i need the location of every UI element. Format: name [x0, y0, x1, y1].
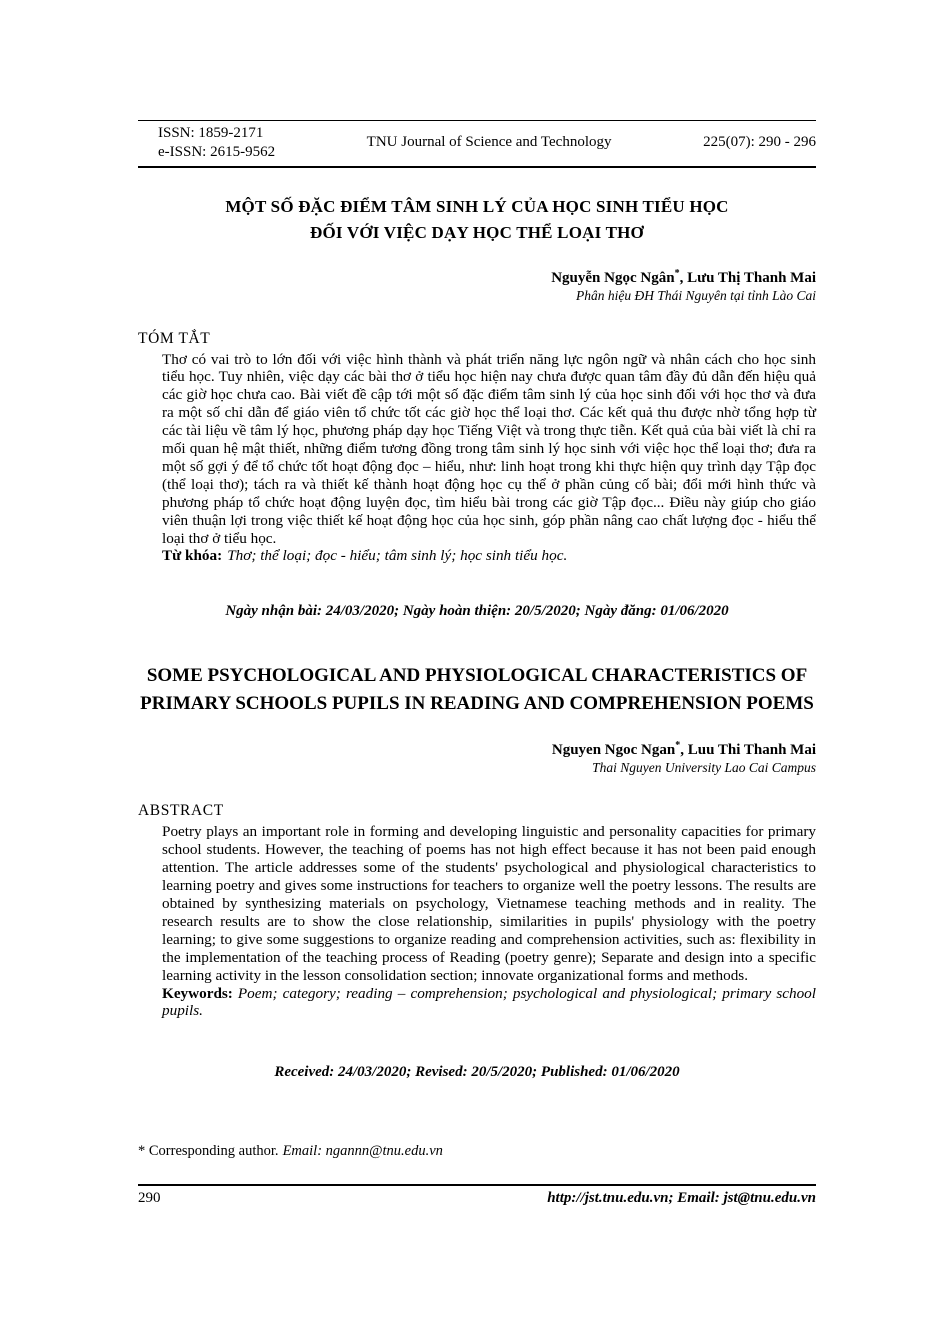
vietnamese-title	[138, 194, 816, 246]
corresponding-author-mark: *	[674, 267, 680, 279]
vietnamese-abstract-text: Thơ có vai trò to lớn đối với việc hình thành và phát triển năng lực ngôn ngữ và nhân cách cho học sinh tiểu học. Tuy nhiên, việc dạy các bài thơ ở tiểu học hiện nay chưa được quan tâm đầy đủ dẫn đến hiệu quả các giờ học chưa cao. Bài viết đề cập tới một số đặc điểm tâm sinh lý của học sinh đối với học thơ và đưa ra một số chỉ dẫn để giáo viên tổ chức tốt các giờ học thể loại thơ. Các kết quả thu được nhờ tổng hợp từ các tài liệu về tâm lý học, phương pháp dạy học Tiếng Việt và trong thực tiễn. Kết quả của bài viết là chỉ ra mối quan hệ mật thiết, những điểm tương đồng trong tâm sinh lý học sinh với việc học thể loại thơ; đưa ra một số gợi ý để tổ chức tốt hoạt động đọc – hiểu, như: linh hoạt trong khi thực hiện quy trình dạy Tập đọc (thể loại thơ); tách ra và thiết kế thành hoạt động học cụ thể ở phần củng cố bài; đổi mới hình thức và phương pháp tổ chức hoạt động luyện đọc, tìm hiểu bài trong các giờ Tập đọc... Điều này giúp cho giáo viên thuận lợi trong việc thiết kế hoạt động học của học sinh, góp phần nâng cao chất lượng đọc - hiểu thể loại thơ ở tiểu học.	[162, 350, 816, 547]
vietnamese-title-line2: ĐỐI VỚI VIỆC DẠY HỌC THỂ LOẠI THƠ	[310, 222, 644, 242]
vietnamese-keywords-label: Từ khóa:	[162, 547, 223, 565]
author-name-1-en: Nguyen Ngoc Ngan	[551, 742, 676, 759]
english-affiliation: Thai Nguyen University Lao Cai Campus	[592, 760, 816, 776]
english-keywords-text: Poem; category; reading – comprehension; psychological and physiological; primary school pupils.	[162, 984, 816, 1020]
english-authors	[138, 742, 816, 759]
issn-block	[138, 124, 275, 162]
footnote-email: Email: ngannn@tnu.edu.vn	[282, 1143, 443, 1159]
english-title	[138, 662, 816, 718]
english-title-line2: PRIMARY SCHOOLS PUPILS IN READING AND COMPREHENSION POEMS	[140, 693, 814, 715]
english-dates: Received: 24/03/2020; Revised: 20/5/2020; Published: 01/06/2020	[274, 1064, 680, 1081]
author-name-2: , Lưu Thị Thanh Mai	[679, 269, 816, 286]
corresponding-author-footnote	[138, 1143, 816, 1160]
page-content	[138, 0, 816, 1081]
english-abstract-heading: ABSTRACT	[138, 802, 224, 820]
vietnamese-affiliation: Phân hiệu ĐH Thái Nguyên tại tỉnh Lào Cai	[575, 287, 816, 303]
author-name-1: Nguyễn Ngọc Ngân	[551, 269, 675, 286]
journal-name: TNU Journal of Science and Technology	[366, 134, 612, 151]
vietnamese-keywords	[162, 547, 816, 565]
footer-rule	[138, 1184, 816, 1186]
english-abstract-text: Poetry plays an important role in forming and developing linguistic and personality capacities for primary school students. However, the teaching of poems has not high effect because it has not been paid enough attention. The article addresses some of the students' psychological and physiological characteristics to learning poetry and gives some instructions for teachers to organize well the poetry lessons. The results are obtained by synthesizing materials on psychology, Vietnamese teaching methods and in reality. The research results are to show the close relationship, similarities in pupils' physiology with the poetry learning; to give some suggestions to organize reading and comprehension activities, such as: flexibility in the implementation of the teaching process of Reading (poetry genre); Separate and design into a specific learning activity in the lesson consolidation section; innovate organizational forms and methods.	[162, 823, 816, 984]
page-number: 290	[138, 1190, 161, 1206]
vietnamese-keywords-text: Thơ; thể loại; đọc - hiểu; tâm sinh lý; học sinh tiểu học.	[227, 547, 568, 565]
vietnamese-title-line1: MỘT SỐ ĐẶC ĐIỂM TÂM SINH LÝ CỦA HỌC SINH TIỂU HỌC	[225, 196, 729, 216]
footnote-prefix: * Corresponding author.	[138, 1143, 279, 1159]
vietnamese-authors	[138, 267, 816, 287]
issue-info: 225(07): 290 - 296	[703, 134, 816, 151]
english-keywords	[162, 985, 816, 1021]
issn: ISSN: 1859-2171	[158, 125, 264, 141]
english-title-line1: SOME PSYCHOLOGICAL AND PHYSIOLOGICAL CHARACTERISTICS OF	[146, 665, 808, 687]
journal-site: http://jst.tnu.edu.vn; Email: jst@tnu.edu.vn	[547, 1190, 816, 1206]
journal-header	[138, 120, 816, 168]
eissn: e-ISSN: 2615-9562	[158, 143, 276, 160]
english-keywords-label: Keywords:	[162, 984, 233, 1002]
vietnamese-abstract-heading: TÓM TẮT	[138, 329, 211, 347]
vietnamese-dates: Ngày nhận bài: 24/03/2020; Ngày hoàn thiện: 20/5/2020; Ngày đăng: 01/06/2020	[225, 603, 729, 620]
page-footer	[138, 1190, 816, 1207]
corresponding-author-mark-en: *	[675, 740, 681, 752]
author-name-2-en: , Luu Thi Thanh Mai	[680, 742, 816, 759]
